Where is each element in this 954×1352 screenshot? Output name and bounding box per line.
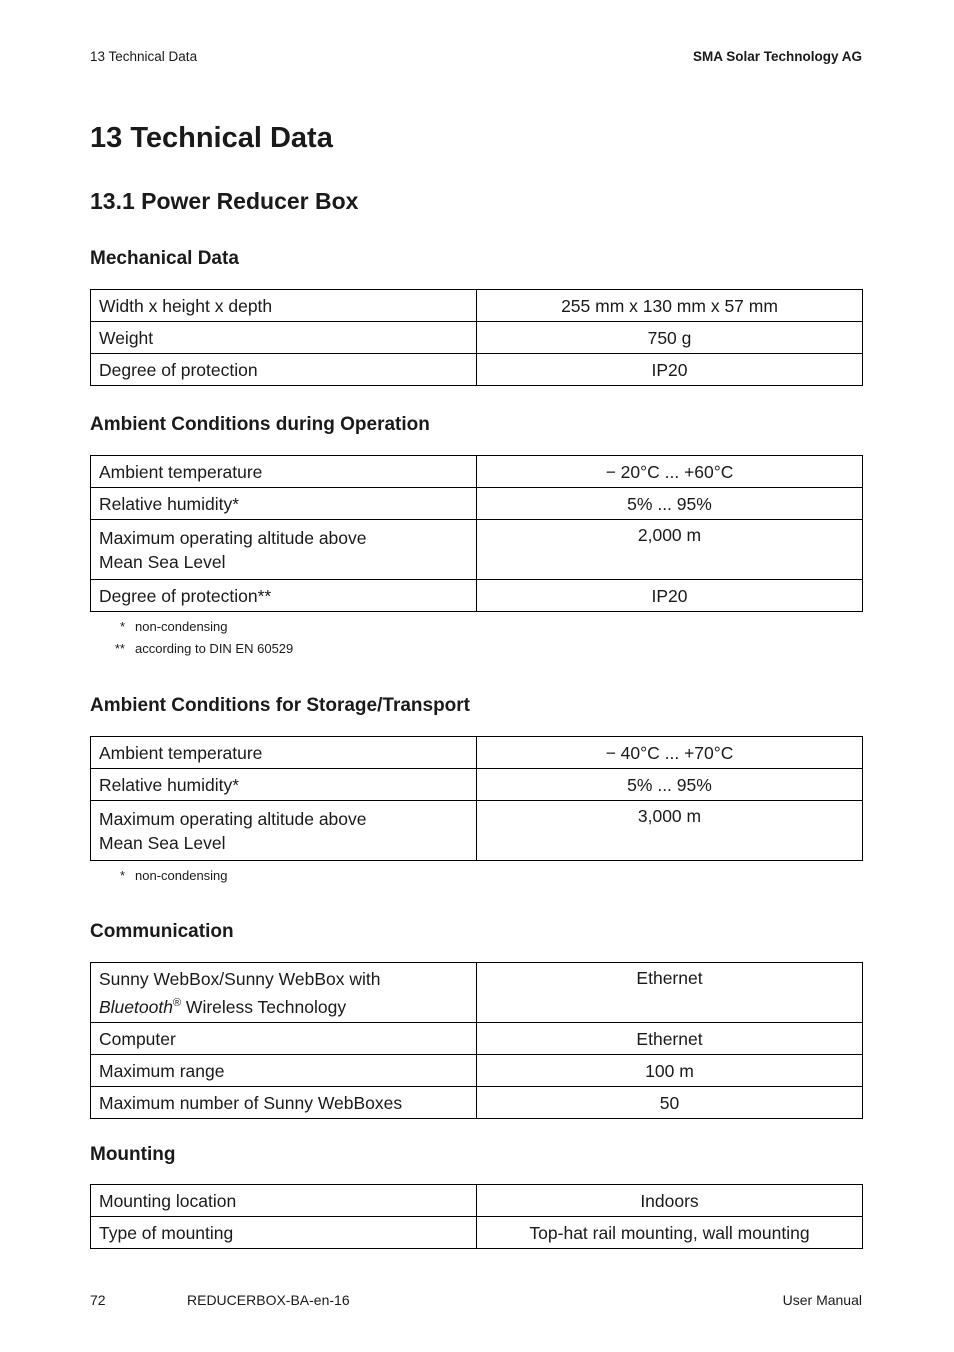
table-row (91, 1023, 863, 1055)
communication-heading: Communication (90, 921, 234, 942)
footnote-mark: ** (114, 641, 125, 656)
footnote-mark: * (119, 619, 125, 634)
table-row (91, 1055, 863, 1087)
table-row (91, 488, 863, 520)
footnote-text: non-condensing (135, 868, 228, 883)
row-value: IP20 (477, 354, 863, 386)
mechanical-table (90, 289, 863, 386)
table-row (91, 963, 863, 1023)
row-value: Top-hat rail mounting, wall mounting (477, 1217, 863, 1249)
bluetooth-text: Bluetooth (99, 996, 173, 1017)
footnote-text: non-condensing (135, 619, 228, 634)
table-row (91, 520, 863, 580)
operation-footnotes (90, 616, 293, 660)
row-value: − 40°C ... +70°C (477, 737, 863, 769)
row-label: Relative humidity* (91, 488, 477, 520)
row-value: − 20°C ... +60°C (477, 456, 863, 488)
row-value: 100 m (477, 1055, 863, 1087)
mounting-table (90, 1184, 863, 1249)
row-label-line1: Maximum operating altitude above (99, 527, 367, 548)
table-row (91, 456, 863, 488)
row-label: Width x height x depth (91, 290, 477, 322)
table-row (91, 737, 863, 769)
table-row (91, 1087, 863, 1119)
row-label: Degree of protection** (91, 580, 477, 612)
row-label-line2: Mean Sea Level (99, 551, 226, 572)
row-label: Relative humidity* (91, 769, 477, 801)
row-value: 255 mm x 130 mm x 57 mm (477, 290, 863, 322)
row-label (91, 520, 477, 580)
operation-heading: Ambient Conditions during Operation (90, 414, 430, 435)
mechanical-heading: Mechanical Data (90, 248, 239, 269)
row-value: Ethernet (477, 963, 863, 1023)
row-label: Ambient temperature (91, 456, 477, 488)
row-value: 750 g (477, 322, 863, 354)
operation-table (90, 455, 863, 612)
page-number: 72 (90, 1292, 106, 1308)
header-company: SMA Solar Technology AG (692, 49, 862, 64)
row-label-line2: Mean Sea Level (99, 832, 226, 853)
storage-heading: Ambient Conditions for Storage/Transport (90, 695, 471, 716)
row-value: IP20 (477, 580, 863, 612)
section-title: 13.1 Power Reducer Box (90, 188, 359, 214)
row-label-line1: Maximum operating altitude above (99, 808, 367, 829)
row-value: 5% ... 95% (477, 769, 863, 801)
row-label (91, 963, 477, 1023)
footnote-mark: * (119, 868, 125, 883)
row-label (91, 801, 477, 861)
row-value: 5% ... 95% (477, 488, 863, 520)
row-label: Maximum number of Sunny WebBoxes (91, 1087, 477, 1119)
row-value: Indoors (477, 1185, 863, 1217)
row-value: 50 (477, 1087, 863, 1119)
row-label: Weight (91, 322, 477, 354)
table-row (91, 322, 863, 354)
footnote (90, 865, 228, 887)
storage-footnotes (90, 865, 228, 887)
row-label-line1: Sunny WebBox/Sunny WebBox with (99, 968, 381, 989)
row-label: Degree of protection (91, 354, 477, 386)
row-label-line2-rest: Wireless Technology (181, 996, 347, 1017)
registered-mark: ® (172, 996, 182, 1009)
footnote-text: according to DIN EN 60529 (135, 641, 294, 656)
footnote (90, 616, 293, 638)
mounting-heading: Mounting (90, 1144, 176, 1165)
communication-table (90, 962, 863, 1119)
row-value: 2,000 m (477, 520, 863, 580)
row-label: Type of mounting (91, 1217, 477, 1249)
table-row (91, 801, 863, 861)
running-header (90, 49, 862, 64)
document-id: REDUCERBOX-BA-en-16 (187, 1292, 350, 1308)
table-row (91, 1217, 863, 1249)
table-row (91, 769, 863, 801)
row-label: Computer (91, 1023, 477, 1055)
header-chapter: 13 Technical Data (90, 49, 198, 64)
table-row (91, 290, 863, 322)
chapter-title: 13 Technical Data (90, 122, 333, 154)
row-label: Mounting location (91, 1185, 477, 1217)
table-row (91, 1185, 863, 1217)
row-label: Ambient temperature (91, 737, 477, 769)
row-value: 3,000 m (477, 801, 863, 861)
table-row (91, 354, 863, 386)
manual-type: User Manual (782, 1292, 862, 1308)
row-value: Ethernet (477, 1023, 863, 1055)
row-label: Maximum range (91, 1055, 477, 1087)
storage-table (90, 736, 863, 861)
table-row (91, 580, 863, 612)
footnote (90, 638, 293, 660)
